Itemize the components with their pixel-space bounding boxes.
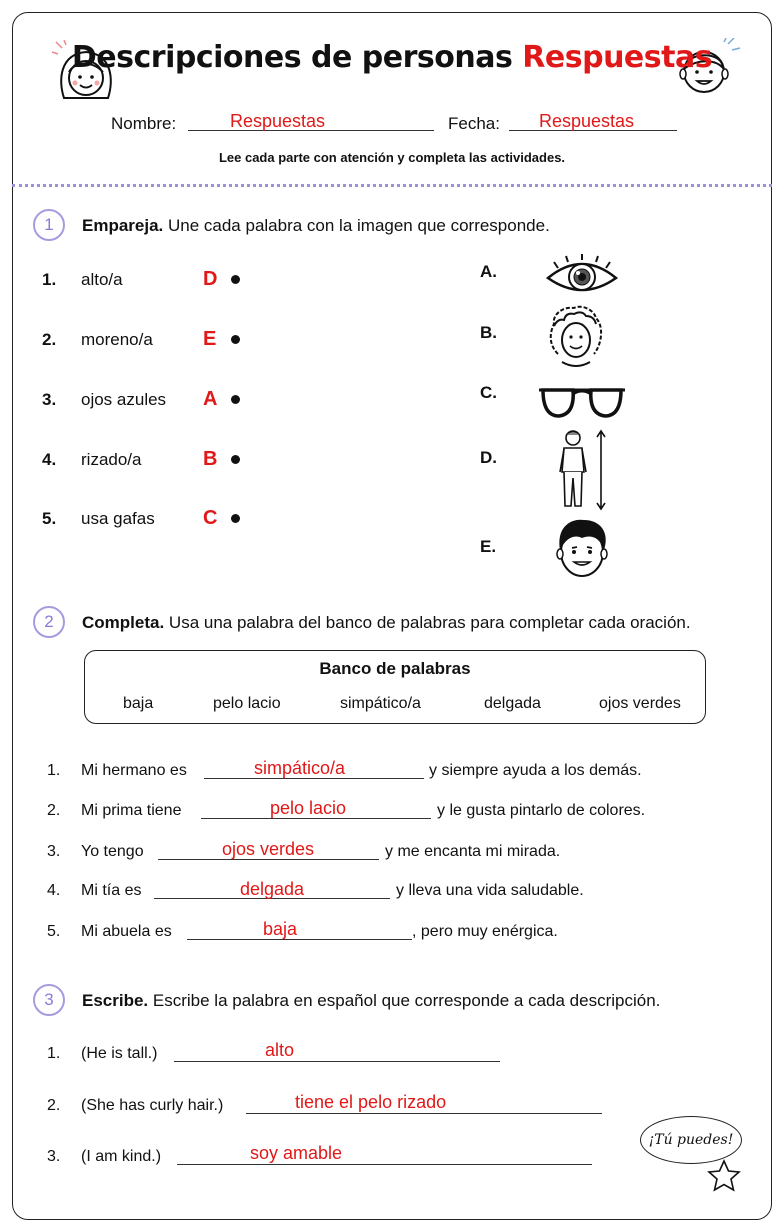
sentence-after: y lleva una vida saludable.	[396, 882, 584, 899]
section-2-heading: Completa. Usa una palabra del banco de palabras para completar cada oración.	[82, 613, 691, 632]
match-word: rizado/a	[81, 450, 142, 469]
fecha-value[interactable]: Respuestas	[539, 111, 635, 131]
word-bank	[84, 650, 706, 724]
sentence-answer[interactable]: pelo lacio	[270, 798, 347, 818]
bank-word: simpático/a	[340, 695, 421, 712]
image-letter: A.	[480, 262, 497, 281]
section-3-heading: Escribe. Escribe la palabra en español que corresponde a cada descripción.	[82, 991, 661, 1010]
match-num: 2.	[42, 330, 57, 349]
tall-person-icon	[558, 428, 610, 512]
write-answer[interactable]: alto	[265, 1040, 295, 1060]
section-1-number: 1	[33, 209, 65, 241]
encouragement-bubble: ¡Tú puedes!	[640, 1116, 742, 1164]
image-letter: C.	[480, 383, 497, 402]
bank-word: baja	[123, 695, 154, 712]
sentence-answer[interactable]: delgada	[240, 879, 305, 899]
write-num: 2.	[47, 1097, 61, 1114]
match-num: 4.	[42, 450, 57, 469]
sentence-answer[interactable]: baja	[263, 919, 298, 939]
match-num: 5.	[42, 509, 57, 528]
section-2-number: 2	[33, 606, 65, 638]
section-3-number: 3	[33, 984, 65, 1016]
match-dot[interactable]	[231, 395, 240, 404]
word-bank-title: Banco de palabras	[319, 659, 471, 678]
page-title	[0, 40, 784, 75]
glasses-icon	[537, 384, 627, 420]
bank-word: pelo lacio	[213, 695, 281, 712]
fecha-label: Fecha:	[448, 114, 500, 133]
write-num: 1.	[47, 1045, 61, 1062]
nombre-label: Nombre:	[111, 114, 177, 133]
sentence-after: y siempre ayuda a los demás.	[429, 762, 642, 779]
match-answer[interactable]: C	[203, 507, 218, 529]
sentence-num: 2.	[47, 802, 61, 819]
title-main: Descripciones de personas	[71, 40, 513, 75]
match-word: moreno/a	[81, 330, 153, 349]
sentence-num: 5.	[47, 923, 61, 940]
match-word: alto/a	[81, 270, 123, 289]
section-1-heading: Empareja. Une cada palabra con la imagen que corresponde.	[82, 216, 550, 235]
match-dot[interactable]	[231, 455, 240, 464]
sentence-after: , pero muy enérgica.	[412, 923, 558, 940]
answer-line	[187, 939, 412, 940]
title-answers: Respuestas	[522, 40, 713, 75]
answer-line	[174, 1061, 500, 1062]
write-prompt: (He is tall.)	[81, 1045, 158, 1062]
match-num: 1.	[42, 270, 57, 289]
bank-word: delgada	[484, 695, 541, 712]
sentence-after: y le gusta pintarlo de colores.	[437, 802, 646, 819]
sentence-num: 4.	[47, 882, 61, 899]
match-word: usa gafas	[81, 509, 155, 528]
image-letter: B.	[480, 323, 497, 342]
match-answer[interactable]: D	[203, 268, 218, 290]
match-answer[interactable]: E	[203, 328, 217, 350]
star-icon	[704, 1158, 744, 1194]
sentence-num: 1.	[47, 762, 61, 779]
match-dot[interactable]	[231, 275, 240, 284]
curly-hair-woman-icon	[548, 304, 604, 370]
sentence-before: Mi abuela es	[81, 923, 172, 940]
nombre-value[interactable]: Respuestas	[230, 111, 326, 131]
dark-hair-boy-icon	[552, 516, 612, 580]
match-word: ojos azules	[81, 390, 167, 409]
image-letter: D.	[480, 448, 497, 467]
write-prompt: (She has curly hair.)	[81, 1097, 224, 1114]
write-answer[interactable]: tiene el pelo rizado	[295, 1092, 447, 1112]
match-dot[interactable]	[231, 514, 240, 523]
sentence-before: Mi prima tiene	[81, 802, 182, 819]
match-num: 3.	[42, 390, 57, 409]
write-num: 3.	[47, 1148, 61, 1165]
answer-line	[246, 1113, 602, 1114]
match-answer[interactable]: A	[203, 388, 218, 410]
write-answer[interactable]: soy amable	[250, 1143, 343, 1163]
match-answer[interactable]: B	[203, 448, 218, 470]
bank-word: ojos verdes	[599, 695, 681, 712]
sentence-before: Mi hermano es	[81, 762, 187, 779]
sentence-before: Mi tía es	[81, 882, 142, 899]
sentence-answer[interactable]: simpático/a	[254, 758, 346, 778]
sentence-answer[interactable]: ojos verdes	[222, 839, 315, 859]
instructions: Lee cada parte con atención y completa las actividades.	[218, 150, 566, 165]
sentence-after: y me encanta mi mirada.	[385, 843, 561, 860]
image-letter: E.	[480, 537, 497, 556]
write-prompt: (I am kind.)	[81, 1148, 162, 1165]
sentence-before: Yo tengo	[81, 843, 144, 860]
sentence-num: 3.	[47, 843, 61, 860]
dotted-divider	[12, 184, 772, 187]
answer-line	[177, 1164, 592, 1165]
eye-icon	[544, 254, 620, 298]
match-dot[interactable]	[231, 335, 240, 344]
